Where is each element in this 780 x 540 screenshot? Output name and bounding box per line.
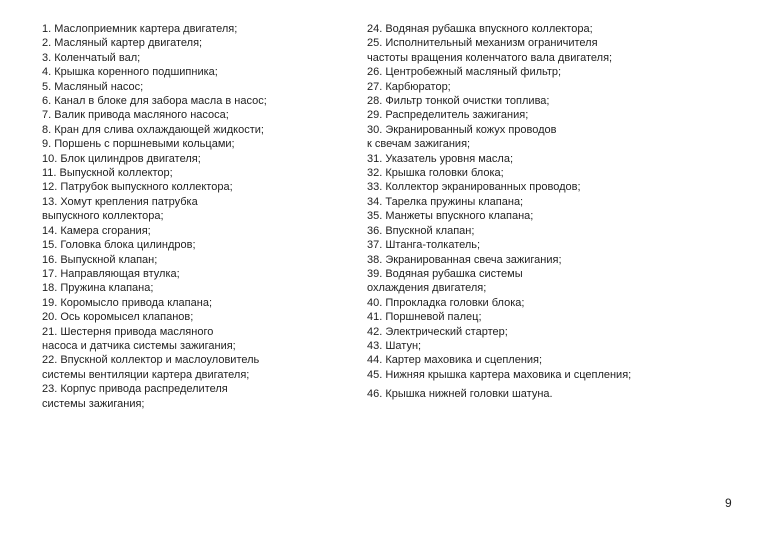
list-item [42, 195, 267, 224]
list-item-line: 35. Манжеты впускного клапана; [367, 210, 534, 223]
list-item-line: 38. Экранированная свеча зажигания; [367, 253, 562, 266]
list-item [42, 51, 267, 65]
list-item [367, 310, 631, 324]
list-item-line: 14. Камера сгорания; [42, 224, 151, 237]
parts-list-right [367, 22, 631, 402]
list-item-line: 6. Канал в блоке для забора масла в насос; [42, 95, 267, 108]
list-item [367, 209, 631, 223]
list-item [367, 339, 631, 353]
list-item-line: 19. Коромысло привода клапана; [42, 296, 212, 309]
list-item [42, 353, 267, 382]
list-item [42, 152, 267, 166]
list-item [367, 325, 631, 339]
list-item [42, 180, 267, 194]
list-item [367, 224, 631, 238]
list-item [42, 80, 267, 94]
list-item-line: 42. Электрический стартер; [367, 325, 508, 338]
list-item [42, 382, 267, 411]
list-item-line: 44. Картер маховика и сцепления; [367, 354, 543, 367]
list-item [367, 253, 631, 267]
list-item-line: 15. Головка блока цилиндров; [42, 239, 196, 252]
list-item-line: 13. Хомут крепления патрубка [42, 195, 198, 208]
list-item-line: 45. Нижняя крышка картера маховика и сцепления; [367, 368, 632, 381]
list-item-line: 33. Коллектор экранированных проводов; [367, 181, 581, 194]
list-item [42, 65, 267, 79]
list-item-line: 12. Патрубок выпускного коллектора; [42, 181, 233, 194]
list-item-line: 1. Маслоприемник картера двигателя; [42, 23, 238, 35]
list-item-line: частоты вращения коленчатого вала двигателя; [367, 51, 613, 64]
list-item [42, 253, 267, 267]
list-item [367, 108, 631, 122]
list-item [42, 94, 267, 108]
list-item [42, 267, 267, 281]
list-item-line: 9. Поршень с поршневыми кольцами; [42, 138, 235, 151]
list-item [42, 108, 267, 122]
list-item [367, 94, 631, 108]
list-item [367, 36, 631, 65]
list-item-line: 37. Штанга-толкатель; [367, 239, 481, 252]
list-item-line: 46. Крышка нижней головки шатуна. [367, 388, 553, 401]
list-item-line: 30. Экранированный кожух проводов [367, 123, 557, 136]
parts-list-left [42, 22, 267, 411]
list-item [42, 22, 267, 36]
list-item-line: 5. Масляный насос; [42, 80, 144, 93]
list-item-line: охлаждения двигателя; [367, 282, 487, 295]
list-item [42, 281, 267, 295]
list-item [367, 152, 631, 166]
list-item-line: 11. Выпускной коллектор; [42, 167, 173, 180]
list-item-line: 10. Блок цилиндров двигателя; [42, 152, 201, 165]
list-item-line: 28. Фильтр тонкой очистки топлива; [367, 95, 550, 108]
list-item-line: 22. Впускной коллектор и маслоуловитель [42, 354, 260, 367]
list-item-line: 7. Валик привода масляного насоса; [42, 109, 229, 122]
list-item [367, 123, 631, 152]
list-item [42, 238, 267, 252]
list-item [367, 296, 631, 310]
list-item-line: 43. Шатун; [367, 339, 422, 352]
list-item [367, 238, 631, 252]
list-item [367, 180, 631, 194]
list-item-line: 27. Карбюратор; [367, 80, 451, 93]
list-item-line: системы зажигания; [42, 397, 145, 410]
list-item-line: 36. Впускной клапан; [367, 224, 475, 237]
list-item-line: 17. Направляющая втулка; [42, 267, 180, 280]
list-item [42, 224, 267, 238]
list-item-line: 8. Кран для слива охлаждающей жидкости; [42, 123, 264, 136]
list-item-line: 3. Коленчатый вал; [42, 51, 141, 64]
list-item [42, 310, 267, 324]
list-item [42, 325, 267, 354]
list-item-line: 24. Водяная рубашка впускного коллектора; [367, 23, 593, 35]
list-item-line: выпускного коллектора; [42, 210, 164, 223]
list-item-line: насоса и датчика системы зажигания; [42, 339, 236, 352]
list-item-line: 4. Крышка коренного подшипника; [42, 66, 218, 79]
list-item [367, 267, 631, 296]
list-item-line: 29. Распределитель зажигания; [367, 109, 529, 122]
list-item-line: 23. Корпус привода распределителя [42, 383, 228, 396]
list-item [367, 195, 631, 209]
list-item [367, 368, 631, 382]
list-item-line: 40. Ппрокладка головки блока; [367, 296, 525, 309]
list-item-line: 32. Крышка головки блока; [367, 167, 504, 180]
list-item-line: 25. Исполнительный механизм ограничителя [367, 37, 598, 50]
list-item-line: 39. Водяная рубашка системы [367, 267, 523, 280]
list-item [42, 123, 267, 137]
list-item [42, 137, 267, 151]
list-item-line: 18. Пружина клапана; [42, 282, 154, 295]
list-item-line: 2. Масляный картер двигателя; [42, 37, 203, 50]
page-number: 9 [725, 496, 732, 510]
list-item-line: системы вентиляции картера двигателя; [42, 368, 250, 381]
list-item [367, 22, 631, 36]
list-item-line: 41. Поршневой палец; [367, 311, 482, 324]
list-item [42, 166, 267, 180]
list-item-line: 31. Указатель уровня масла; [367, 152, 513, 165]
list-item-line: 20. Ось коромысел клапанов; [42, 311, 194, 324]
list-item-line: 21. Шестерня привода масляного [42, 325, 214, 338]
list-item [367, 387, 631, 401]
list-item-line: к свечам зажигания; [367, 138, 471, 151]
list-item-line: 26. Центробежный масляный фильтр; [367, 66, 562, 79]
list-item [42, 296, 267, 310]
list-item-line: 34. Тарелка пружины клапана; [367, 195, 524, 208]
list-item [367, 353, 631, 367]
list-item [367, 65, 631, 79]
list-item-line: 16. Выпускной клапан; [42, 253, 158, 266]
list-item [367, 80, 631, 94]
list-item [42, 36, 267, 50]
list-item [367, 166, 631, 180]
